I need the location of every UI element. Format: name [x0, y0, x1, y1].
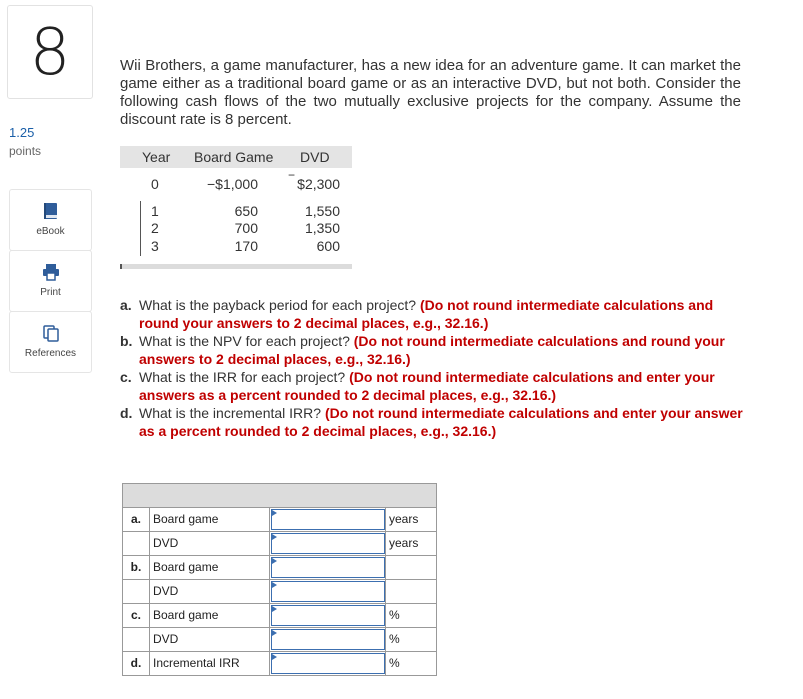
answer-unit: years: [385, 532, 435, 555]
question-hint: (Do not round intermediate calculations and enter your answers as a percent rounded to 2 decimal places, e.g., 32.16.): [139, 369, 715, 403]
answer-label: DVD: [150, 532, 270, 555]
problem-intro: Wii Brothers, a game manufacturer, has a new idea for an adventure game. It can market the game either as a traditional board game or as an interactive DVD, but not both. Consider the following cash flows of the two mutually exclusive projects for the company. Assume the discount rate is 8 percent.: [120, 57, 741, 128]
question-letter: b.: [120, 333, 133, 349]
references-button[interactable]: [9, 311, 92, 373]
answer-unit: years: [385, 508, 435, 531]
answer-label: Incremental IRR: [150, 652, 270, 675]
answer-input[interactable]: [271, 533, 385, 554]
question-letter: c.: [120, 369, 132, 385]
dvd-cell: 1,550: [304, 203, 340, 219]
points-value: 1.25: [9, 125, 35, 140]
year-cell: 3: [151, 238, 159, 254]
answer-input[interactable]: [271, 653, 385, 674]
dvd-sign: −: [288, 168, 296, 182]
question-number: 8: [29, 16, 71, 90]
question-letter: a.: [120, 297, 132, 313]
answer-input[interactable]: [271, 629, 385, 650]
question-hint: (Do not round intermediate calculations and enter your answer as a percent rounded to 2 decimal places, e.g., 32.16.): [139, 405, 743, 439]
references-icon: [42, 324, 60, 342]
question-text: What is the incremental IRR?: [139, 405, 322, 421]
question-list: [120, 296, 745, 440]
board-cell: 650: [234, 203, 258, 219]
answer-label: Board game: [150, 508, 270, 531]
answer-input[interactable]: [271, 509, 385, 530]
question-item: [120, 332, 745, 368]
answer-row: [123, 652, 436, 675]
answer-label: Board game: [150, 556, 270, 579]
print-label: Print: [40, 287, 61, 298]
question-number-box: [7, 5, 93, 99]
points-label: points: [9, 144, 42, 158]
answer-row: [123, 604, 436, 628]
dvd-cell: 1,350: [304, 220, 340, 236]
book-icon: [42, 202, 60, 220]
answer-row: [123, 580, 436, 604]
answer-letter: b.: [123, 556, 150, 579]
answer-row: [123, 628, 436, 652]
table-bottom-rule: [120, 264, 352, 269]
question-text: What is the payback period for each project?: [139, 297, 417, 313]
answer-letter: a.: [123, 508, 150, 531]
answer-label: Board game: [150, 604, 270, 627]
dvd-cell: 600: [316, 238, 340, 254]
board-cell: 700: [234, 220, 258, 236]
question-item: [120, 368, 745, 404]
question-text: What is the NPV for each project?: [139, 333, 350, 349]
printer-icon: [42, 263, 60, 281]
board-cell: 170: [234, 238, 258, 254]
year-cell: 0: [151, 176, 159, 192]
board-cell: −$1,000: [207, 176, 258, 192]
dvd-cell: $2,300: [297, 176, 340, 192]
answer-letter: d.: [123, 652, 150, 675]
question-item: [120, 296, 745, 332]
answer-unit: %: [385, 628, 435, 651]
question-letter: d.: [120, 405, 133, 421]
answer-row: [123, 508, 436, 532]
question-hint: (Do not round intermediate calculations and round your answers to 2 decimal places, e.g., 32.16.): [139, 297, 714, 331]
answer-row: [123, 532, 436, 556]
question-item: [120, 404, 745, 440]
answer-label: DVD: [150, 628, 270, 651]
cash-flow-header: [120, 146, 352, 168]
header-board-game: Board Game: [194, 149, 274, 165]
answer-table: [122, 483, 437, 676]
answer-table-header: [123, 484, 436, 508]
answer-input[interactable]: [271, 605, 385, 626]
answer-unit: %: [385, 652, 435, 675]
answer-unit: [385, 556, 435, 579]
year-cell: 2: [151, 220, 159, 236]
ebook-label: eBook: [36, 226, 65, 237]
header-year: Year: [142, 149, 171, 165]
ebook-button[interactable]: [9, 189, 92, 251]
answer-letter: c.: [123, 604, 150, 627]
answer-row: [123, 556, 436, 580]
year-cell: 1: [151, 203, 159, 219]
answer-letter: [123, 628, 150, 651]
question-text: What is the IRR for each project?: [139, 369, 346, 385]
answer-input[interactable]: [271, 581, 385, 602]
answer-unit: [385, 580, 435, 603]
print-button[interactable]: [9, 250, 92, 312]
question-hint: (Do not round intermediate calculations and round your answers to 2 decimal places, e.g., 32.16.): [139, 333, 725, 367]
answer-unit: %: [385, 604, 435, 627]
year-divider: [140, 201, 141, 256]
answer-letter: [123, 580, 150, 603]
answer-label: DVD: [150, 580, 270, 603]
header-dvd: DVD: [300, 149, 330, 165]
answer-input[interactable]: [271, 557, 385, 578]
answer-letter: [123, 532, 150, 555]
references-label: References: [24, 348, 77, 359]
